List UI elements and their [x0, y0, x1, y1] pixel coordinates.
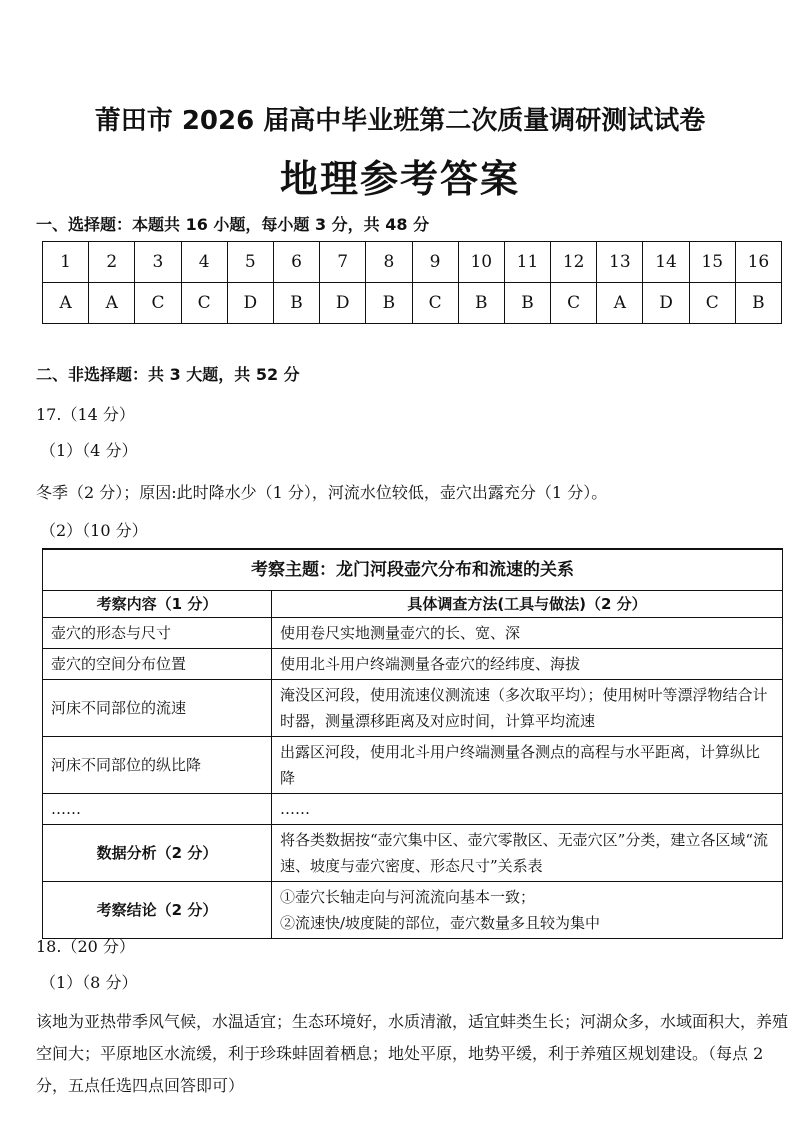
answer-letter: B — [366, 283, 412, 324]
survey-method-cell: 淹没区河段，使用流速仪测流速（多次取平均）；使用树叶等漂浮物结合计时器，测量漂移距离及对应时间，计算平均流速 — [272, 680, 783, 737]
table-row — [43, 680, 783, 737]
survey-content-cell: …… — [43, 794, 272, 825]
question-number: 16 — [735, 242, 781, 283]
answer-letter: D — [643, 283, 689, 324]
answer-letter: B — [458, 283, 504, 324]
survey-header-row — [43, 591, 783, 618]
survey-topic: 考察主题：龙门河段壶穴分布和流速的关系 — [43, 549, 783, 591]
conclusion-line-2: ②流速快/坡度陡的部位，壶穴数量多且较为集中 — [280, 914, 601, 932]
q17-part2-label: （2）（10 分） — [40, 521, 148, 540]
answer-letter: A — [597, 283, 643, 324]
table-row — [43, 649, 783, 680]
survey-content-cell: 壶穴的形态与尺寸 — [43, 618, 272, 649]
table-row — [43, 737, 783, 794]
column-header-content: 考察内容（1 分） — [43, 591, 272, 618]
question-number: 15 — [689, 242, 735, 283]
survey-method-cell: 使用北斗用户终端测量各壶穴的经纬度、海拔 — [272, 649, 783, 680]
question-number: 13 — [597, 242, 643, 283]
answer-letter: B — [504, 283, 550, 324]
question-number: 11 — [504, 242, 550, 283]
q17-label: 17.（14 分） — [36, 405, 135, 424]
table-row — [43, 794, 783, 825]
question-number: 12 — [551, 242, 597, 283]
question-number: 8 — [366, 242, 412, 283]
answer-letter: C — [689, 283, 735, 324]
survey-method-cell: 出露区河段，使用北斗用户终端测量各测点的高程与水平距离，计算纵比降 — [272, 737, 783, 794]
conclusion-label: 考察结论（2 分） — [43, 882, 272, 939]
question-number: 9 — [412, 242, 458, 283]
q18-part1-answer: 该地为亚热带季风气候，水温适宜；生态环境好，水质清澈，适宜蚌类生长；河湖众多，水域面积大，养殖空间大；平原地区水流缓，利于珍珠蚌固着栖息；地处平原，地势平缓，利于养殖区规划建设。（每点 2 分，五点任选四点回答即可） — [36, 1012, 789, 1095]
section2-heading: 二、非选择题：共 3 大题，共 52 分 — [36, 365, 300, 384]
q17-part1-answer: 冬季（2 分）；原因:此时降水少（1 分），河流水位较低，壶穴出露充分（1 分）。 — [36, 483, 608, 502]
answer-letter: A — [43, 283, 89, 324]
survey-plan-table — [42, 548, 783, 939]
conclusion-line-1: ①壶穴长轴走向与河流流向基本一致； — [280, 888, 536, 906]
question-number: 3 — [135, 242, 181, 283]
answer-letter: B — [273, 283, 319, 324]
q17-part1-label: （1）（4 分） — [40, 441, 138, 460]
question-number-row — [43, 242, 782, 283]
question-number: 5 — [227, 242, 273, 283]
question-number: 14 — [643, 242, 689, 283]
conclusion-row — [43, 882, 783, 939]
answer-letter: C — [135, 283, 181, 324]
survey-content-cell: 河床不同部位的纵比降 — [43, 737, 272, 794]
answer-letter: B — [735, 283, 781, 324]
question-number: 2 — [89, 242, 135, 283]
answer-letter: A — [89, 283, 135, 324]
survey-method-cell: …… — [272, 794, 783, 825]
question-number: 7 — [320, 242, 366, 283]
column-header-method: 具体调查方法(工具与做法)（2 分） — [272, 591, 783, 618]
answer-letter: C — [412, 283, 458, 324]
question-number: 6 — [273, 242, 319, 283]
q18-part1-label: （1）（8 分） — [40, 973, 138, 992]
survey-content-cell: 壶穴的空间分布位置 — [43, 649, 272, 680]
question-number: 1 — [43, 242, 89, 283]
survey-content-cell: 河床不同部位的流速 — [43, 680, 272, 737]
conclusion-cell — [272, 882, 783, 939]
answer-letter-row — [43, 283, 782, 324]
multiple-choice-answer-table — [42, 241, 782, 324]
exam-title: 莆田市 2026 届高中毕业班第二次质量调研测试试卷 — [94, 106, 706, 136]
survey-method-cell: 使用卷尺实地测量壶穴的长、宽、深 — [272, 618, 783, 649]
analysis-text: 将各类数据按“壶穴集中区、壶穴零散区、无壶穴区”分类，建立各区域“流速、坡度与壶穴密度、形态尺寸”关系表 — [272, 825, 783, 882]
question-number: 4 — [181, 242, 227, 283]
answer-letter: C — [181, 283, 227, 324]
survey-topic-row — [43, 549, 783, 591]
answer-letter: C — [551, 283, 597, 324]
section1-heading: 一、选择题：本题共 16 小题，每小题 3 分，共 48 分 — [36, 215, 430, 234]
analysis-row — [43, 825, 783, 882]
question-number: 10 — [458, 242, 504, 283]
analysis-label: 数据分析（2 分） — [43, 825, 272, 882]
answer-letter: D — [227, 283, 273, 324]
answer-key-title: 地理参考答案 — [279, 157, 520, 201]
table-row — [43, 618, 783, 649]
q18-label: 18.（20 分） — [36, 937, 135, 956]
answer-letter: D — [320, 283, 366, 324]
